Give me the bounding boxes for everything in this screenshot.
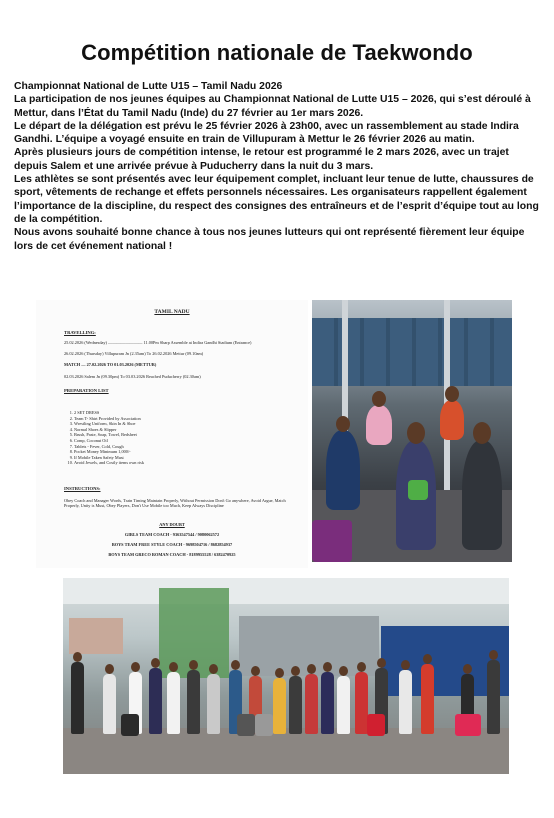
- article-paragraph: Après plusieurs jours de compétition intense, le retour est programmé le 2 mars 2026, avec un trajet depuis Salem et une arrivée prévue à Puducherry dans la nuit du 3 mars.: [14, 147, 509, 172]
- travel-line: 25.02.2026 (Wednesday) ———————— 11.00Pm Sharp Assemble at Indira Gandhi Stadium (Entrance): [64, 340, 252, 345]
- athlete: [167, 672, 180, 734]
- athlete: [273, 678, 286, 734]
- athlete: [289, 676, 302, 734]
- suitcase: [255, 714, 273, 736]
- travelling-label: TRAVELLING:: [64, 330, 96, 335]
- article-paragraph: Les athlètes se sont présentés avec leur équipement complet, incluant leur tenue de lutte, chaussures de sport, vêtements de rechange et effets personnels nécessaires. Les organisateurs rappellent également l’importance de la discipline, du respect des consignes des entraîneurs et de l’esprit d’équipe tout au long de la compétition.: [14, 174, 539, 225]
- station-sign: [69, 618, 123, 654]
- page-title: Compétition nationale de Taekwondo: [81, 40, 473, 65]
- athlete: [305, 674, 318, 734]
- athlete: [187, 670, 200, 734]
- athlete: [103, 674, 116, 734]
- article-paragraph: Le départ de la délégation est prévu le 25 février 2026 à 23h00, avec un rassemblement au stade Indira Gandhi. L’équipe a voyagé ensuite en train de Villupuram à Mettur le 26 février 2026 au matin.: [14, 120, 519, 146]
- preparation-label: PREPARATION LIST: [64, 388, 109, 393]
- article-body: [14, 80, 542, 253]
- suitcase: [237, 714, 255, 736]
- bag: [408, 480, 428, 500]
- station-roof: [63, 578, 509, 604]
- article-paragraph: La participation de nos jeunes équipes au Championnat National de Lutte U15 – 2026, qui s’est déroulé à Mettur, dans l’État du Tamil Nadu (Inde) du 27 février au 1er mars 2026.: [14, 94, 531, 119]
- instructions-label: INSTRUCTIONS:: [64, 486, 101, 491]
- athlete: [421, 664, 434, 734]
- athlete: [440, 400, 464, 440]
- coach-contact: BOYS TEAM FREE STYLE COACH - 9698504716 / 8682854937: [111, 542, 233, 547]
- preparation-item: 8. Pocket Money Minimum 1,000/-: [74, 449, 144, 455]
- preparation-item: 3. Wrestling Uniform, Skin In & Shoe: [74, 421, 144, 427]
- article-paragraph: Nous avons souhaité bonne chance à tous nos jeunes lutteurs qui ont représenté fièrement leur équipe lors de cet événement national !: [14, 227, 525, 252]
- team-platform-photo: [312, 300, 512, 562]
- athlete: [366, 405, 392, 445]
- travel-line: 26.02.2026 (Thursday) Villupuram Jn (2.35am) To 26.02.2026 Mettur (09.10am): [64, 351, 204, 356]
- team-group-photo: [63, 578, 509, 774]
- athlete: [462, 440, 502, 550]
- article-headline: Championnat National de Lutte U15 – Tamil Nadu 2026: [14, 81, 283, 92]
- preparation-item: 7. Tablets - Fever, Cold, Cough: [74, 444, 144, 450]
- bag: [312, 520, 352, 562]
- document-heading: TAMIL NADU: [154, 309, 190, 315]
- suitcase: [367, 714, 385, 736]
- athlete: [71, 662, 84, 734]
- athlete: [487, 660, 500, 734]
- instructions-text: Obey Coach and Manager Words, Train Timing Maintain Properly, Without Permission Don't Go anywhere, Avoid Argue, Match Properly, Unity is Must, Obey Players, Don't Use Mobile too Much, Keep Always Discipline: [64, 498, 286, 509]
- athlete: [321, 672, 334, 734]
- preparation-item: 5. Brush, Paste, Soap, Towel, Bedsheet: [74, 432, 144, 438]
- any-doubt-label: ANY DOUBT: [159, 522, 185, 527]
- athlete: [149, 668, 162, 734]
- preparation-item: 10. Avoid Jewels, and Costly items own risk: [74, 460, 144, 466]
- preparation-item: 6. Comp, Coconut Oil: [74, 438, 144, 444]
- return-line: 02.03.2026 Salem Jn (09.30pm) To 03.03.2026 Reached Puducherry (02.30am): [64, 374, 201, 379]
- coach-contact: BOYS TEAM GRECO ROMAN COACH - 8189955528 / 6382470925: [108, 552, 236, 557]
- preparation-item: 9. If Mobile Taken Safety Must: [74, 455, 144, 461]
- match-line: MATCH — 27.02.2026 TO 01.03.2026 (METTUR): [64, 362, 157, 367]
- suitcase: [455, 714, 481, 736]
- athlete: [399, 670, 412, 734]
- preparation-list: [64, 410, 144, 466]
- preparation-item: 2. Team T- Shirt Provided by Association: [74, 416, 144, 422]
- athlete: [326, 430, 360, 510]
- suitcase: [121, 714, 139, 736]
- preparation-item: 4. Normal Shoes & Slipper: [74, 427, 144, 433]
- travel-schedule-document: [36, 300, 308, 568]
- coach-contact: GIRLS TEAM COACH - 9363547544 / 9080062572: [124, 532, 220, 537]
- preparation-item: 1. 2 SET DRESS: [74, 410, 144, 416]
- athlete: [337, 676, 350, 734]
- athlete: [207, 674, 220, 734]
